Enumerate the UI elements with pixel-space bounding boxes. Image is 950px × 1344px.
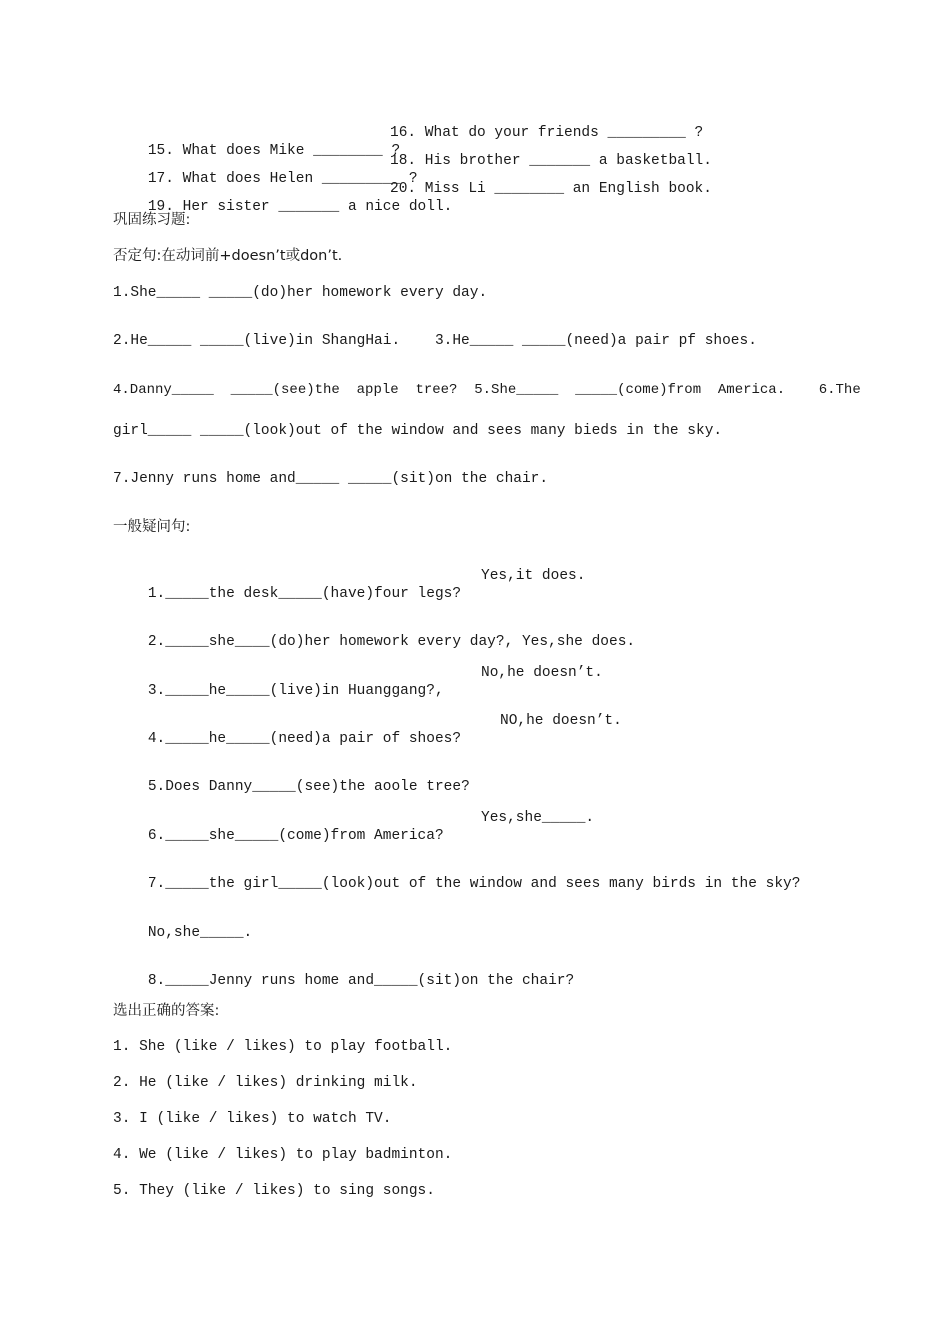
question-answer: Yes,it does.	[481, 568, 586, 584]
question-text: 2._____she____(do)her homework every day?, Yes,she does.	[147, 634, 636, 650]
negative-item: girl_____ _____(look)out of the window and sees many bieds in the sky.	[113, 423, 723, 439]
choose-item: 4. We (like / likes) to play badminton.	[113, 1147, 453, 1163]
negative-heading: 否定句:在动词前+doesn’t或don’t.	[113, 248, 343, 264]
choose-item: 1. She (like / likes) to play football.	[113, 1039, 453, 1055]
question-item	[113, 857, 800, 911]
question-answer: NO,he doesn’t.	[500, 713, 622, 729]
choose-heading: 选出正确的答案:	[113, 1003, 220, 1019]
exercise-18: 18. His brother _______ a basketball.	[390, 153, 712, 169]
choose-item: 5. They (like / likes) to sing songs.	[113, 1183, 435, 1199]
question-text: No,she_____.	[147, 925, 253, 941]
question-item	[113, 906, 252, 960]
question-text: 7._____the girl_____(look)out of the window and sees many birds in the sky?	[147, 876, 801, 892]
question-answer: Yes,she_____.	[481, 810, 595, 826]
exercise-17: 17. What does Helen _________ ?	[147, 171, 418, 187]
question-text: 6._____she_____(come)from America?	[147, 828, 444, 844]
question-text: 4._____he_____(need)a pair of shoes?	[147, 731, 462, 747]
question-item	[113, 615, 635, 669]
question-text: 8._____Jenny runs home and_____(sit)on the chair?	[147, 973, 575, 989]
consolidation-heading: 巩固练习题:	[113, 212, 191, 228]
question-answer: No,he doesn’t.	[481, 665, 603, 681]
negative-item: 7.Jenny runs home and_____ _____(sit)on the chair.	[113, 471, 549, 487]
question-item	[113, 954, 574, 1008]
question-text: 3._____he_____(live)in Huanggang?,	[147, 683, 444, 699]
exercise-20: 20. Miss Li ________ an English book.	[390, 181, 712, 197]
question-heading: 一般疑问句:	[113, 519, 191, 535]
exercise-15: 15. What does Mike ________ ?	[147, 143, 401, 159]
negative-item: 2.He_____ _____(live)in ShangHai. 3.He_____ _____(need)a pair pf shoes.	[113, 333, 757, 349]
choose-item: 3. I (like / likes) to watch TV.	[113, 1111, 392, 1127]
question-text: 1._____the desk_____(have)four legs?	[147, 586, 462, 602]
negative-item: 4.Danny_____ _____(see)the apple tree? 5.She_____ _____(come)from America. 6.The	[113, 382, 861, 398]
exercise-16: 16. What do your friends _________ ?	[390, 125, 704, 141]
choose-item: 2. He (like / likes) drinking milk.	[113, 1075, 418, 1091]
exercise-19: 19. Her sister _______ a nice doll.	[147, 199, 453, 215]
negative-item: 1.She_____ _____(do)her homework every day.	[113, 285, 488, 301]
question-item	[113, 760, 470, 814]
question-text: 5.Does Danny_____(see)the aoole tree?	[147, 779, 470, 795]
